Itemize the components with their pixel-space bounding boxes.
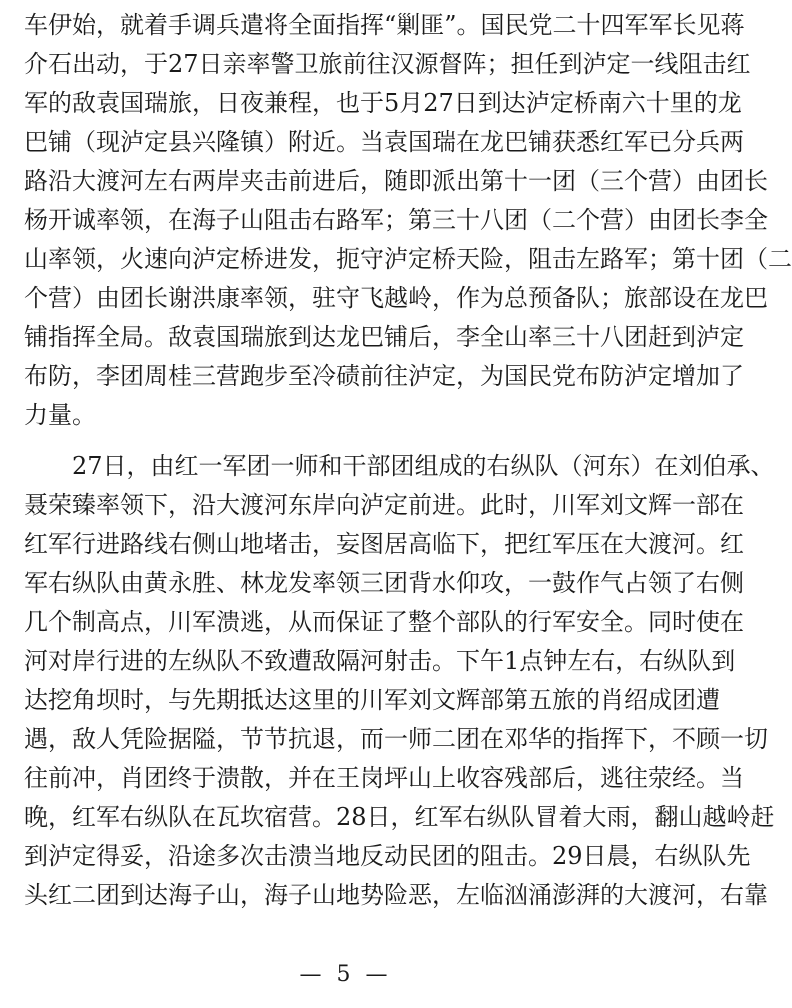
body-line: 河对岸行进的左纵队不致遭敌隔河射击。下午1点钟左右，右纵队到 xyxy=(24,647,736,675)
body-line: 聂荣臻率领下，沿大渡河东岸向泸定前进。此时，川军刘文辉一部在 xyxy=(24,491,744,519)
body-line: 头红二团到达海子山，海子山地势险恶，左临汹涌澎湃的大渡河，右靠 xyxy=(24,881,768,909)
body-line: 晚，红军右纵队在瓦坎宿营。28日，红军右纵队冒着大雨，翻山越岭赶 xyxy=(24,803,775,831)
body-line: 个营）由团长谢洪康率领，驻守飞越岭，作为总预备队；旅部设在龙巴 xyxy=(24,284,768,312)
paragraph-first-line: 27日，由红一军团一师和干部团组成的右纵队（河东）在刘伯承、 xyxy=(72,452,775,480)
body-line: 山率领，火速向泸定桥进发，扼守泸定桥天险，阻击左路军；第十团（二 xyxy=(24,245,792,273)
page-number: — 5 — xyxy=(299,962,392,987)
body-line: 到泸定得妥，沿途多次击溃当地反动民团的阻击。29日晨，右纵队先 xyxy=(24,842,751,870)
body-line: 力量。 xyxy=(24,401,96,429)
body-line: 往前冲，肖团终于溃散，并在王岗坪山上收容残部后，逃往荥经。当 xyxy=(24,764,744,792)
body-line: 铺指挥全局。敌袁国瑞旅到达龙巴铺后，李全山率三十八团赶到泸定 xyxy=(24,323,744,351)
body-line: 车伊始，就着手调兵遣将全面指挥“剿匪”。国民党二十四军军长见蒋 xyxy=(24,11,745,39)
body-line: 几个制高点，川军溃逃，从而保证了整个部队的行军安全。同时使在 xyxy=(24,608,744,636)
body-line: 介石出动，于27日亲率警卫旅前往汉源督阵；担任到泸定一线阻击红 xyxy=(24,50,751,78)
body-line: 遇，敌人凭险据隘，节节抗退，而一师二团在邓华的指挥下，不顾一切 xyxy=(24,725,768,753)
body-line: 红军行进路线右侧山地堵击，妄图居高临下，把红军压在大渡河。红 xyxy=(24,530,744,558)
body-line: 巴铺（现泸定县兴隆镇）附近。当袁国瑞在龙巴铺获悉红军已分兵两 xyxy=(24,128,744,156)
body-line: 军的敌袁国瑞旅，日夜兼程，也于5月27日到达泸定桥南六十里的龙 xyxy=(24,89,742,117)
body-line: 布防，李团周桂三营跑步至冷碛前往泸定，为国民党布防泸定增加了 xyxy=(24,362,744,390)
body-line: 杨开诚率领，在海子山阻击右路军；第三十八团（二个营）由团长李全 xyxy=(24,206,768,234)
body-line: 达挖角坝时，与先期抵达这里的川军刘文辉部第五旅的肖绍成团遭 xyxy=(24,686,720,714)
body-line: 军右纵队由黄永胜、林龙发率领三团背水仰攻，一鼓作气占领了右侧 xyxy=(24,569,744,597)
body-line: 路沿大渡河左右两岸夹击前进后，随即派出第十一团（三个营）由团长 xyxy=(24,167,768,195)
